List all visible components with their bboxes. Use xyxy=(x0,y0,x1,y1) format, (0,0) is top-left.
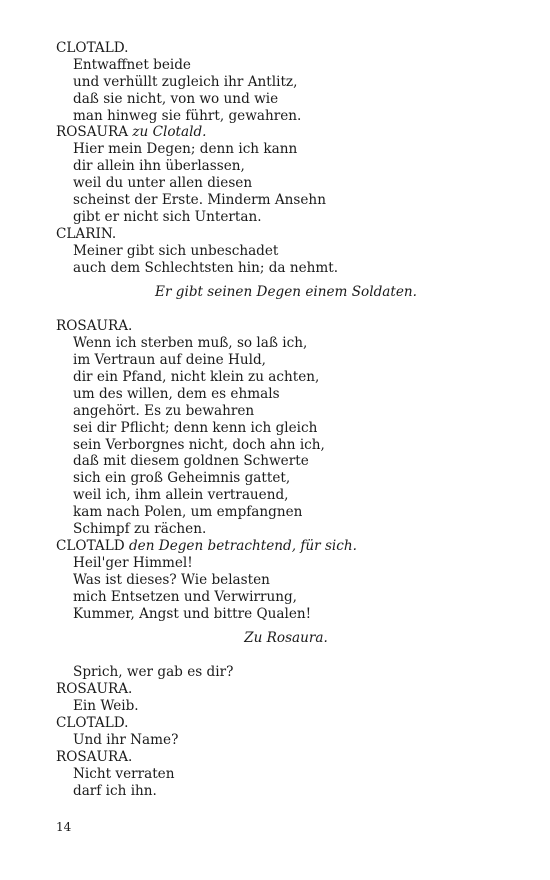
verse-line: Schimpf zu rächen. xyxy=(73,521,207,538)
verse-line: Und ihr Name? xyxy=(73,731,179,748)
play-text xyxy=(56,40,516,799)
speaker-direction: zu Clotald. xyxy=(132,124,207,141)
speaker-name: ROSAURA xyxy=(56,124,129,141)
verse-line: dir ein Pfand, nicht klein zu achten, xyxy=(73,369,320,386)
speaker-line xyxy=(56,124,516,141)
page-number: 14 xyxy=(56,820,72,834)
speaker-line xyxy=(56,749,516,766)
verse-line: im Vertraun auf deine Huld, xyxy=(73,352,266,369)
verse-line: Hier mein Degen; denn ich kann xyxy=(73,141,298,158)
speaker-name: CLOTALD. xyxy=(56,714,129,731)
stage-direction: Er gibt seinen Degen einem Soldaten. xyxy=(155,284,417,301)
verse-line: daß sie nicht, von wo und wie xyxy=(73,90,279,107)
verse-line: gibt er nicht sich Untertan. xyxy=(73,208,262,225)
verse-line: daß mit diesem goldnen Schwerte xyxy=(73,453,309,470)
speaker-name: ROSAURA. xyxy=(56,681,133,698)
verse-line: mich Entsetzen und Verwirrung, xyxy=(73,588,297,605)
speaker-line xyxy=(56,715,516,732)
verse-line: sein Verborgnes nicht, doch ahn ich, xyxy=(73,436,325,453)
verse-line: angehört. Es zu bewahren xyxy=(73,402,255,419)
speaker-line xyxy=(56,40,516,57)
verse-line: kam nach Polen, um empfangnen xyxy=(73,504,303,521)
speaker-line xyxy=(56,538,516,555)
verse-line: darf ich ihn. xyxy=(73,782,157,799)
speaker-line xyxy=(56,226,516,243)
verse-line: scheinst der Erste. Minderm Ansehn xyxy=(73,192,326,209)
verse-line: Kummer, Angst und bittre Qualen! xyxy=(73,605,312,622)
verse-line: Was ist dieses? Wie belasten xyxy=(73,571,270,588)
speaker-name: CLOTALD xyxy=(56,537,125,554)
speaker-name: ROSAURA. xyxy=(56,318,133,335)
verse-line: Nicht verraten xyxy=(73,765,175,782)
verse-line: sei dir Pflicht; denn kenn ich gleich xyxy=(73,419,318,436)
verse-line: Ein Weib. xyxy=(73,698,139,715)
verse-line: weil du unter allen diesen xyxy=(73,175,253,192)
speaker-name: CLOTALD. xyxy=(56,40,129,56)
speaker-name: ROSAURA. xyxy=(56,748,133,765)
stage-direction: Zu Rosaura. xyxy=(244,630,328,647)
verse-line: dir allein ihn überlassen, xyxy=(73,158,245,175)
verse-line: Meiner gibt sich unbeschadet xyxy=(73,242,279,259)
verse-line: man hinweg sie führt, gewahren. xyxy=(73,107,302,124)
verse-line: Sprich, wer gab es dir? xyxy=(73,664,234,681)
speaker-name: CLARIN. xyxy=(56,225,117,242)
verse-line: sich ein groß Geheimnis gattet, xyxy=(73,470,291,487)
verse-line: und verhüllt zugleich ihr Antlitz, xyxy=(73,73,298,90)
speaker-direction: den Degen betrachtend, für sich. xyxy=(128,537,357,554)
verse-line: um des willen, dem es ehmals xyxy=(73,385,280,402)
verse-line: auch dem Schlechtsten hin; da nehmt. xyxy=(73,259,339,276)
verse-line: Heil'ger Himmel! xyxy=(73,554,193,571)
verse-line: weil ich, ihm allein vertrauend, xyxy=(73,487,289,504)
speaker-line xyxy=(56,681,516,698)
verse-line: Wenn ich sterben muß, so laß ich, xyxy=(73,335,308,352)
speaker-line xyxy=(56,318,516,335)
verse-line: Entwaffnet beide xyxy=(73,56,191,73)
